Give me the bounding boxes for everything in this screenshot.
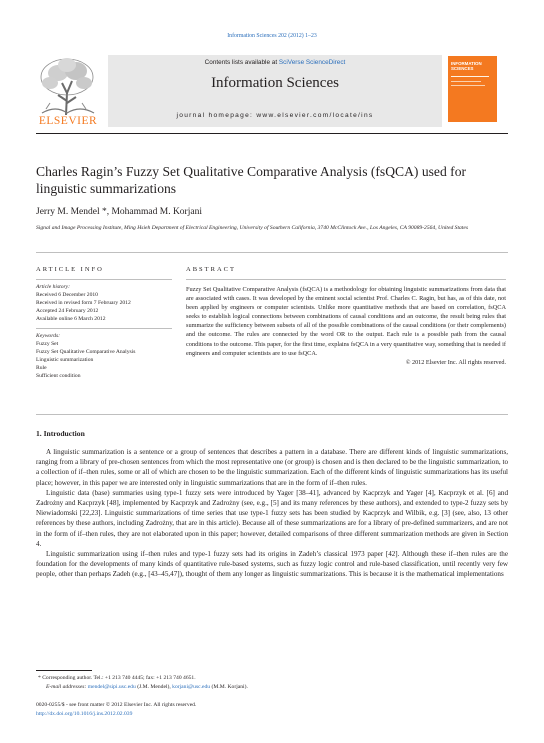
cover-line — [451, 81, 481, 82]
journal-title: Information Sciences — [211, 75, 339, 91]
issn-line: 0020-0255/$ - see front matter © 2012 Elsevier Inc. All rights reserved. — [36, 702, 197, 708]
corresponding-author-note: * Corresponding author. Tel.: +1 213 740 4445; fax: +1 213 740 4651. — [38, 675, 196, 681]
contents-line — [108, 59, 442, 66]
paragraph: A linguistic summarization is a sentence or a group of sentences that describes a pattern in a database. There are different kinds of linguistic summarizations, ranging from a library of pre-chosen sentences from which the most representative one (or group) is chosen and is then declared to be the linguistic summarization, to a collection of if–then rules, some or all of which are chosen to be the linguistic summarization. Each of the different kinds of linguistic summarizations has its useful place; however, in this paper we are interested only in linguistic summarizations that are in the form of if–then rules. — [36, 448, 508, 487]
article-info — [36, 266, 172, 380]
paragraph: Linguistic summarization using if–then rules and type-1 fuzzy sets had its origins in Zadeh’s classical 1973 paper [42]. Although these if–then rules are the foundation for the developments of many kinds of quantitative rule-based systems, such as fuzzy logic control and rule-based classification, until recently very few people, other than perhaps Zadeh (e.g., [43–45,47]), thought of them any longer as linguistic summarizations. This is because it is the mathematical implementations — [36, 550, 508, 579]
elsevier-tree-icon — [36, 53, 100, 119]
abstract-heading: ABSTRACT — [186, 266, 236, 273]
author-list: Jerry M. Mendel *, Mohammad M. Korjani — [36, 207, 202, 217]
journal-homepage[interactable]: journal homepage: www.elsevier.com/locate/ins — [176, 112, 374, 119]
keyword: Sufficient condition — [36, 373, 81, 379]
introduction-body — [36, 447, 508, 580]
abstract — [186, 266, 506, 366]
history-item: Available online 6 March 2012 — [36, 316, 106, 322]
email-link[interactable]: mendel@sipi.usc.edu — [87, 683, 136, 690]
header-band — [108, 55, 442, 127]
keywords-label: Keywords: — [36, 333, 61, 339]
email-owner: (M.M. Korjani). — [211, 683, 248, 690]
history-label: Article history: — [36, 284, 71, 290]
header-rule — [36, 133, 508, 134]
keyword: Fuzzy Set Qualitative Comparative Analysis — [36, 349, 136, 355]
doi-link[interactable]: http://dx.doi.org/10.1016/j.ins.2012.02.039 — [36, 711, 133, 717]
keyword: Fuzzy Set — [36, 341, 59, 347]
journal-cover-thumbnail — [448, 56, 497, 122]
cover-title: INFORMATION SCIENCES — [451, 61, 482, 71]
elsevier-logo — [36, 53, 100, 129]
history-item: Accepted 24 February 2012 — [36, 308, 99, 314]
email-owner: (J.M. Mendel), — [137, 683, 171, 690]
paragraph: Linguistic data (base) summaries using type-1 fuzzy sets were introduced by Yager [38–41], advanced by Kacprzyk and Yager [4], Kacprzyk et al. [6] and Zadrożny and Kacprzyk [48], implemented by Kacprzyk and Zadrożny (see, e.g., [5] and its many references by these authors), and extended to type-2 fuzzy sets by Niewiadomski [22,23]. Linguistic summarizations of time series that use type-1 fuzzy sets has been studied by Kacprzyk and Wilbik, e.g. [3] (see, also, 13 other references by these authors, including Zadrożny, that are in this article). Because all of these summarizations are for a library of pre-defined summarizers, and are not in the form of if–then rules, they are not elaborated upon in this paper; however, detailed comparisons of three different summarization methods are given in Section 4. — [36, 488, 508, 548]
keyword: Rule — [36, 365, 47, 371]
footnote — [36, 674, 506, 691]
email-link[interactable]: korjani@usc.edu — [172, 683, 211, 690]
email-label: E-mail addresses: — [46, 683, 87, 690]
cover-line — [451, 85, 485, 86]
title-rule — [36, 252, 508, 253]
keyword: Linguistic summarization — [36, 357, 94, 363]
abstract-rule — [36, 414, 508, 415]
cover-line — [451, 76, 489, 77]
journal-header — [36, 53, 508, 133]
section-heading: 1. Introduction — [36, 429, 85, 438]
elsevier-wordmark: ELSEVIER — [38, 115, 98, 127]
email-addresses — [36, 683, 506, 692]
journal-reference[interactable]: Information Sciences 202 (2012) 1–23 — [227, 33, 317, 39]
history-item: Received 6 December 2010 — [36, 292, 98, 298]
contents-prefix: Contents lists available at — [204, 59, 279, 66]
footnote-rule — [36, 670, 92, 671]
sciencedirect-link[interactable]: SciVerse ScienceDirect — [278, 59, 346, 66]
history-item: Received in revised form 7 February 2012 — [36, 300, 131, 306]
article-title: Charles Ragin’s Fuzzy Set Qualitative Comparative Analysis (fsQCA) used for linguistic summarizations — [36, 164, 467, 196]
abstract-copyright: © 2012 Elsevier Inc. All rights reserved. — [405, 358, 506, 366]
article-info-heading: ARTICLE INFO — [36, 266, 104, 273]
affiliation: Signal and Image Processing Institute, Ming Hsieh Department of Electrical Engineering, University of Southern California, 3740 McClintock Ave., Los Angeles, CA 90089-2564, United States — [36, 225, 469, 231]
abstract-text: Fuzzy Set Qualitative Comparative Analysis (fsQCA) is a methodology for obtaining linguistic summarizations from data that are associated with cases. It was developed by the eminent social scientist Prof. Charles C. Ragin, but has, as of this date, not been applied by engineers or computer scientists. Unlike more quantitative methods that are based on correlation, fsQCA seeks to establish logical connections between combinations of causal conditions and an outcome, the result being rules that summarize the sufficiency between subsets of all of the possible combinations of the causal conditions (or their complements) and the outcome. The rules are connected by the word OR to the output. Each rule is a possible path from the causal conditions to the outcome. This paper, for the first time, explains fsQCA in a very quantitative way, something that is needed if engineers and computer scientists are to use fsQCA. — [186, 286, 506, 357]
